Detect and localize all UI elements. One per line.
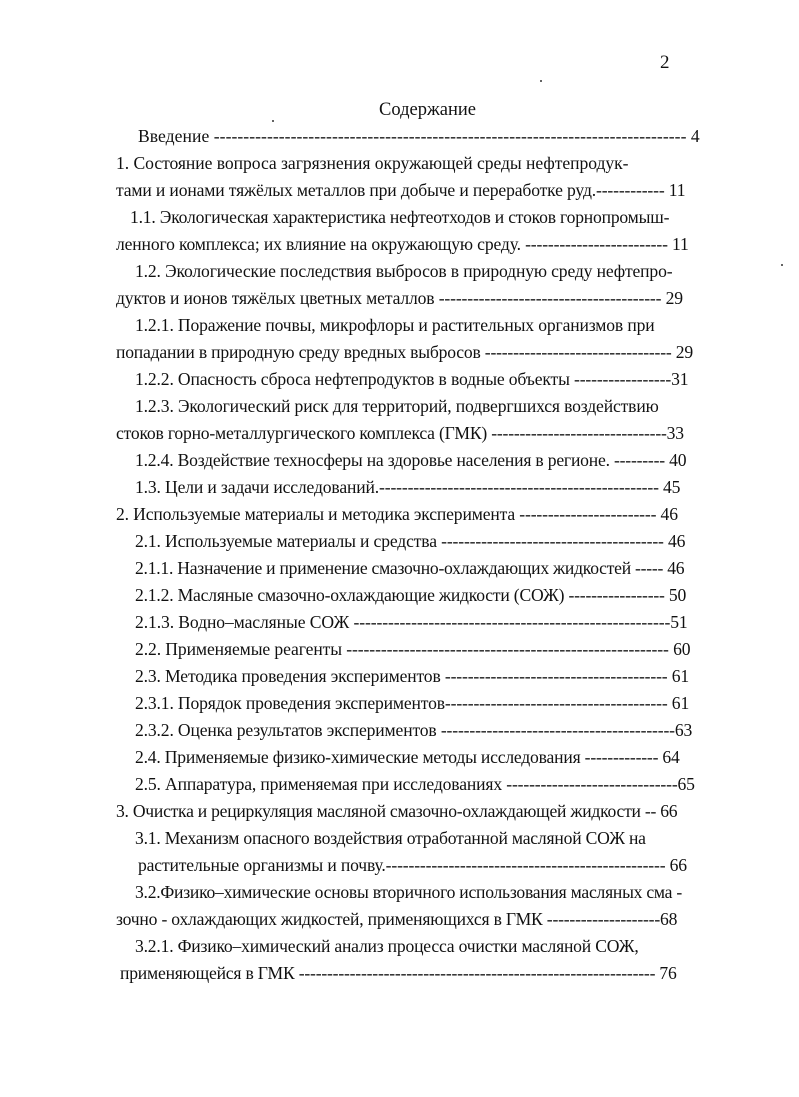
toc-entry-2-4: 2.4. Применяемые физико-химические методы исследования ------------- 64 bbox=[135, 747, 680, 767]
toc-entry-3-2-line2: зочно - охлаждающих жидкостей, применяющихся в ГМК --------------------68 bbox=[116, 909, 678, 929]
toc-entry-1-1-line2: ленного комплекса; их влияние на окружающую среду. ------------------------- 11 bbox=[116, 234, 689, 254]
toc-entry-3-1-line2: растительные организмы и почву.------------------------------------------------- 66 bbox=[138, 855, 687, 875]
page-title: Содержание bbox=[379, 100, 476, 120]
toc-entry-1-line2: тами и ионами тяжёлых металлов при добыче и переработке руд.------------ 11 bbox=[116, 180, 686, 200]
toc-entry-3: 3. Очистка и рециркуляция масляной смазочно-охлаждающей жидкости -- 66 bbox=[116, 801, 678, 821]
toc-entry-1-2-2: 1.2.2. Опасность сброса нефтепродуктов в водные объекты -----------------31 bbox=[135, 369, 689, 389]
toc-entry-1-2-line1: 1.2. Экологические последствия выбросов в природную среду нефтепро- bbox=[135, 261, 673, 281]
toc-entry-3-2-1-line2: применяющейся в ГМК --------------------------------------------------------------- 76 bbox=[120, 963, 677, 983]
toc-entry-2-1: 2.1. Используемые материалы и средства --------------------------------------- 46 bbox=[135, 531, 686, 551]
toc-entry-1-3: 1.3. Цели и задачи исследований.------------------------------------------------- 45 bbox=[135, 477, 681, 497]
toc-entry-2: 2. Используемые материалы и методика эксперимента ------------------------ 46 bbox=[116, 504, 678, 524]
toc-entry-1-2-3-line1: 1.2.3. Экологический риск для территорий, подвергшихся воздействию bbox=[135, 396, 659, 416]
toc-entry-3-2-1-line1: 3.2.1. Физико–химический анализ процесса очистки масляной СОЖ, bbox=[135, 936, 639, 956]
scan-speck bbox=[781, 264, 783, 266]
scan-speck bbox=[272, 120, 274, 122]
toc-entry-1-2-line2: дуктов и ионов тяжёлых цветных металлов --------------------------------------- 29 bbox=[116, 288, 683, 308]
toc-entry-1-2-3-line2: стоков горно-металлургического комплекса (ГМК) -------------------------------33 bbox=[116, 423, 684, 443]
toc-entry-3-1-line1: 3.1. Механизм опасного воздействия отработанной масляной СОЖ на bbox=[135, 828, 646, 848]
toc-entry-2-1-2: 2.1.2. Масляные смазочно-охлаждающие жидкости (СОЖ) ----------------- 50 bbox=[135, 585, 687, 605]
toc-entry-3-2-line1: 3.2.Физико–химические основы вторичного использования масляных сма - bbox=[135, 882, 682, 902]
toc-entry-2-2: 2.2. Применяемые реагенты -------------------------------------------------------- 60 bbox=[135, 639, 691, 659]
toc-entry-1-1-line1: 1.1. Экологическая характеристика нефтеотходов и стоков горнопромыш- bbox=[130, 207, 670, 227]
scan-speck bbox=[540, 80, 542, 82]
toc-entry-2-3-2: 2.3.2. Оценка результатов экспериментов -----------------------------------------63 bbox=[135, 720, 693, 740]
toc-entry-1-2-1-line2: попадании в природную среду вредных выбросов --------------------------------- 29 bbox=[116, 342, 693, 362]
toc-entry-2-1-3: 2.1.3. Водно–масляные СОЖ -------------------------------------------------------51 bbox=[135, 612, 688, 632]
toc-entry-introduction: Введение -------------------------------------------------------------------------------- 4 bbox=[138, 126, 700, 146]
toc-entry-2-3: 2.3. Методика проведения экспериментов --------------------------------------- 61 bbox=[135, 666, 690, 686]
toc-entry-1-2-1-line1: 1.2.1. Поражение почвы, микрофлоры и растительных организмов при bbox=[135, 315, 655, 335]
toc-entry-2-3-1: 2.3.1. Порядок проведения экспериментов--------------------------------------- 61 bbox=[135, 693, 690, 713]
page-number: 2 bbox=[660, 52, 670, 73]
toc-entry-1-line1: 1. Состояние вопроса загрязнения окружающей среды нефтепродук- bbox=[116, 153, 629, 173]
toc-entry-2-5: 2.5. Аппаратура, применяемая при исследованиях ------------------------------65 bbox=[135, 774, 695, 794]
toc-entry-2-1-1: 2.1.1. Назначение и применение смазочно-охлаждающих жидкостей ----- 46 bbox=[135, 558, 685, 578]
toc-entry-1-2-4: 1.2.4. Воздействие техносферы на здоровье населения в регионе. --------- 40 bbox=[135, 450, 687, 470]
